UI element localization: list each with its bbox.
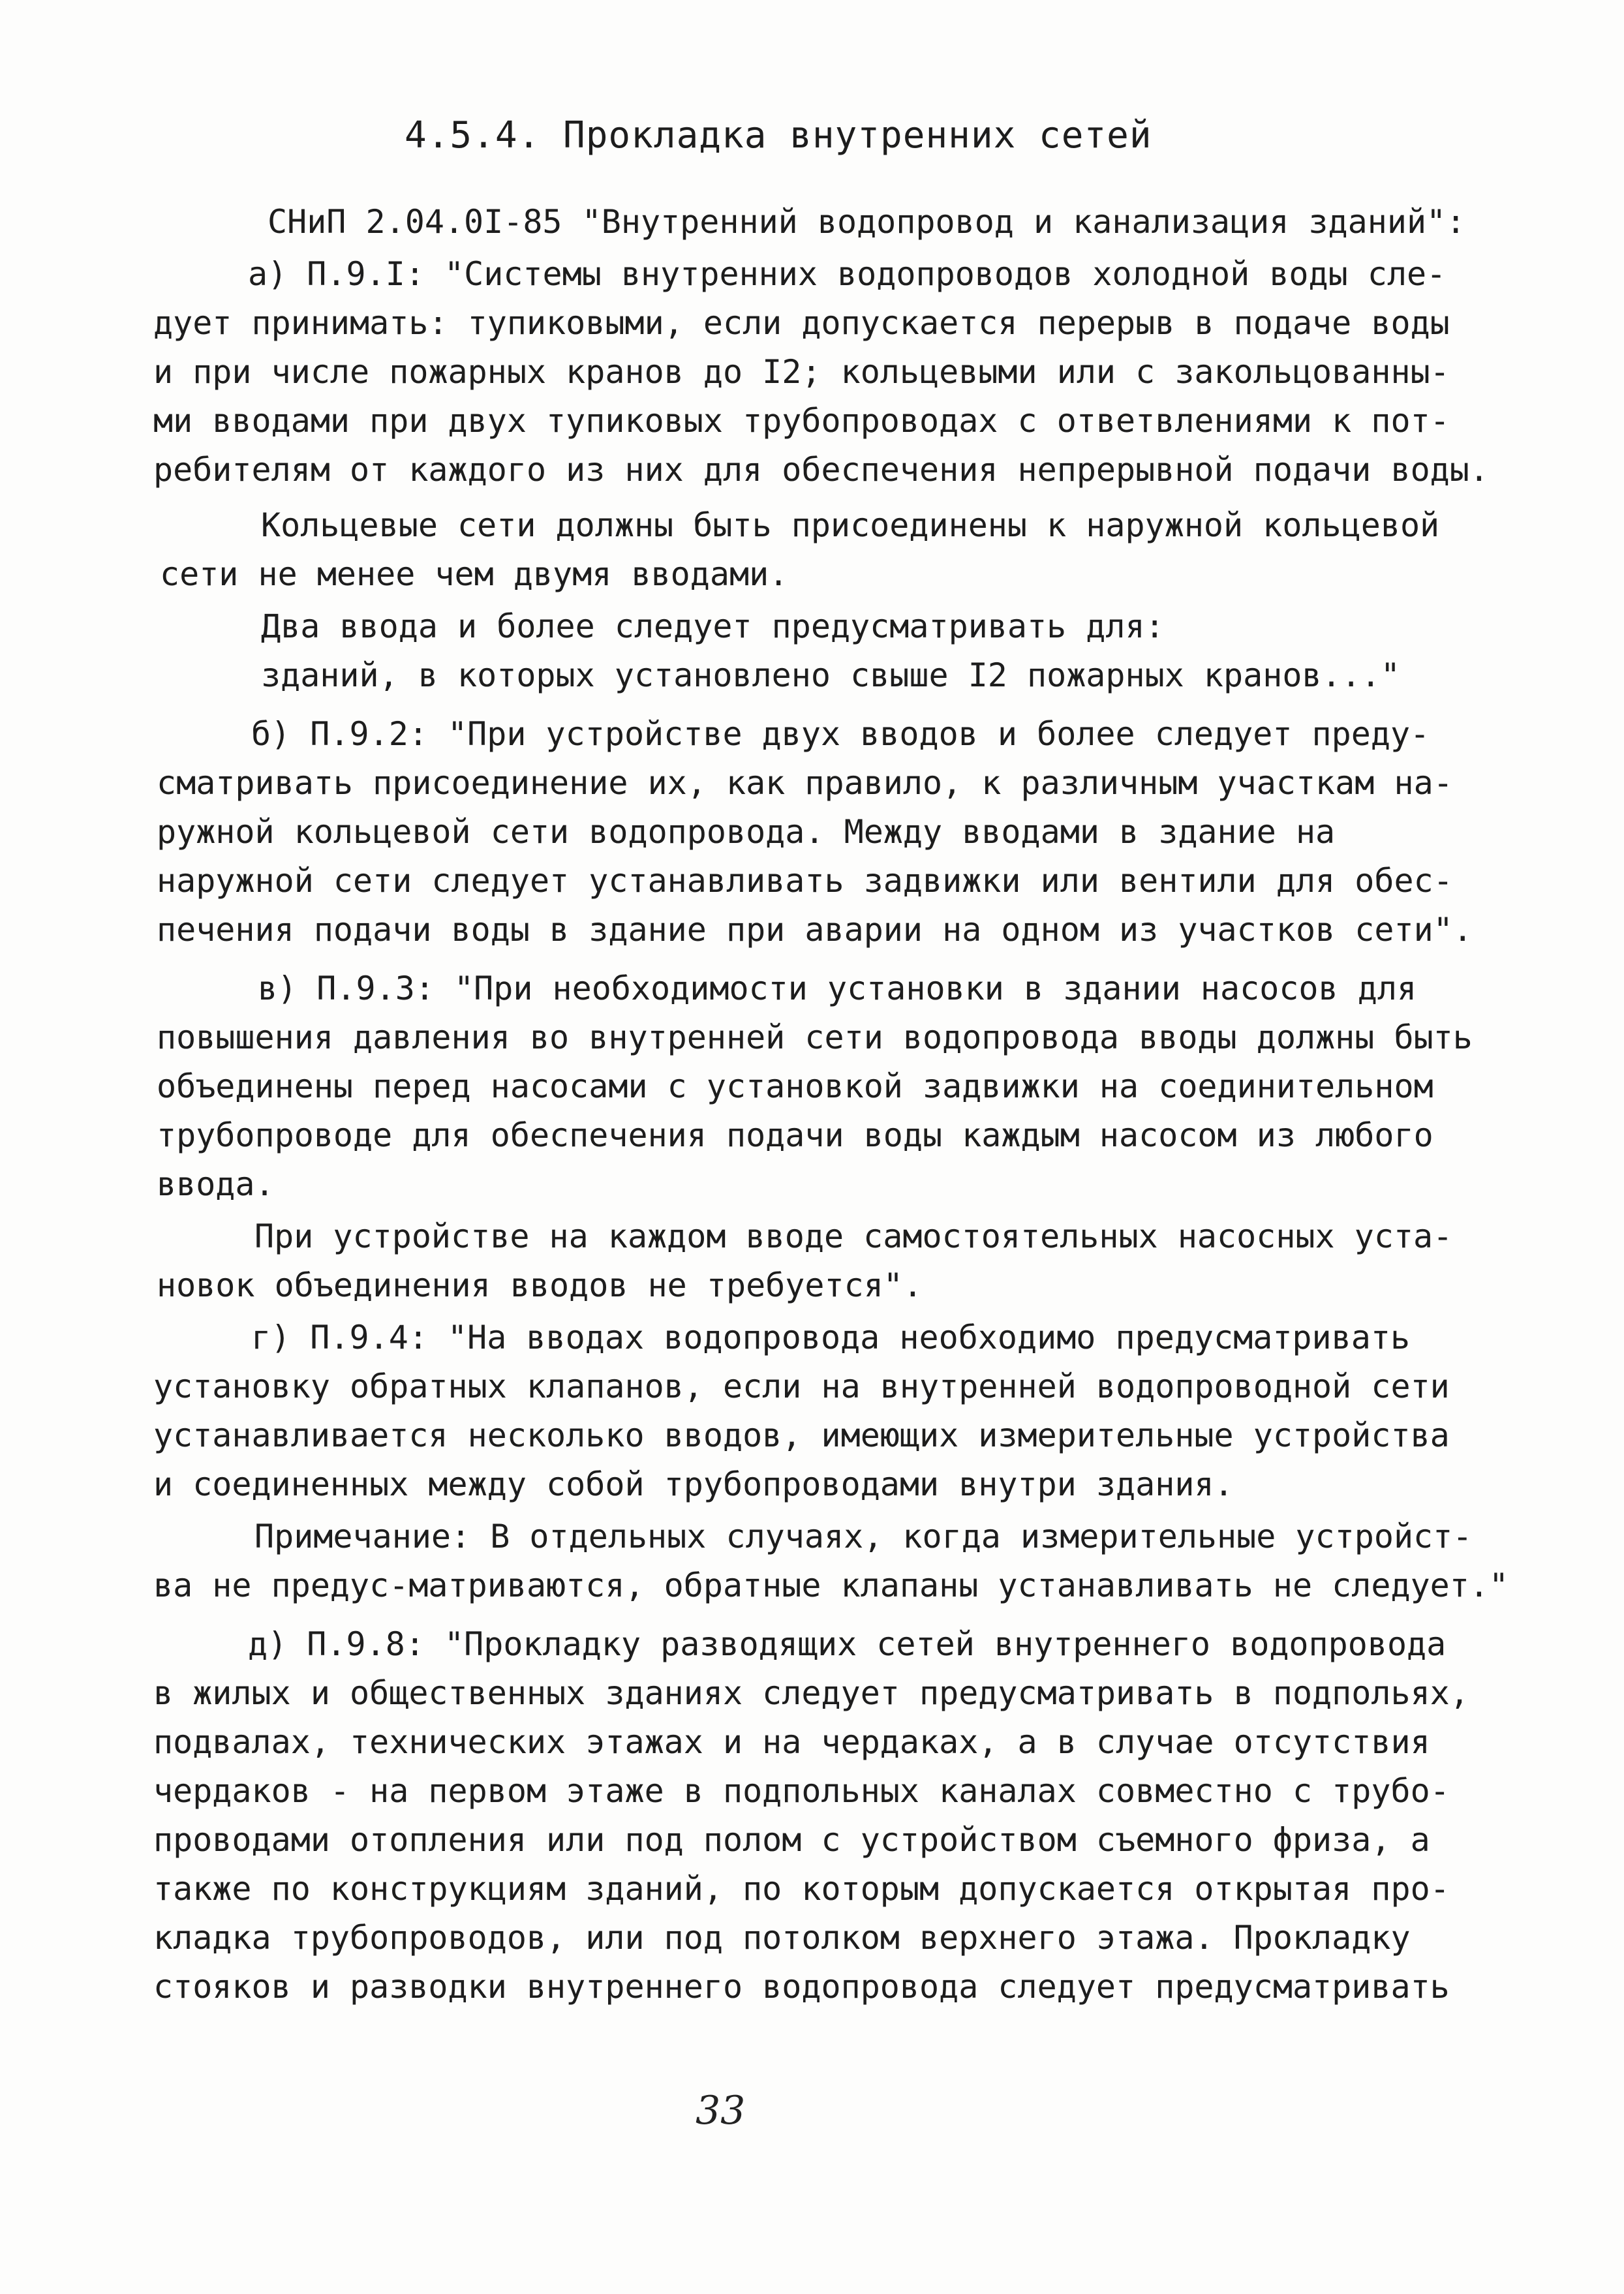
text-line: СНиП 2.04.0I-85 "Внутренний водопровод и канализация зданий": [268,203,1466,241]
text-line: трубопроводе для обеспечения подачи воды каждым насосом из любого [157,1116,1433,1154]
text-line: При устройстве на каждом вводе самостоятельных насосных уста- [254,1217,1453,1255]
text-line: а) П.9.I: "Системы внутренних водопроводов холодной воды сле- [248,255,1447,293]
text-line: печения подачи воды в здание при аварии на одном из участков сети". [157,911,1473,949]
page-number: 33 [696,2088,746,2133]
text-line: устанавливается несколько вводов, имеющих измерительные устройства [153,1416,1450,1454]
text-line: ми вводами при двух тупиковых трубопроводах с ответвлениями к пот- [153,402,1450,440]
text-line: ввода. [157,1165,275,1203]
text-line: также по конструкциям зданий, по которым допускается открытая про- [153,1870,1450,1908]
text-line: Два ввода и более следует предусматривать для: [261,607,1165,645]
text-line: б) П.9.2: "При устройстве двух вводов и более следует преду- [251,715,1430,753]
text-line: в жилых и общественных зданиях следует предусматривать в подпольях, [153,1674,1469,1712]
text-line: установку обратных клапанов, если на внутренней водопроводной сети [153,1368,1450,1405]
text-line: кладка трубопроводов, или под потолком верхнего этажа. Прокладку [153,1919,1411,1957]
text-line: и соединенных между собой трубопроводами внутри здания. [153,1465,1234,1503]
text-line: сети не менее чем двумя вводами. [160,555,789,593]
text-line: и при числе пожарных кранов до I2; кольцевыми или с закольцованны- [153,353,1450,391]
text-line: подвалах, технических этажах и на чердаках, а в случае отсутствия [153,1723,1430,1761]
text-line: Примечание: В отдельных случаях, когда измерительные устройст- [254,1518,1473,1555]
text-line: г) П.9.4: "На вводах водопровода необходимо предусматривать [251,1319,1411,1356]
text-line: в) П.9.3: "При необходимости установки в здании насосов для [258,970,1417,1007]
text-line: ружной кольцевой сети водопровода. Между вводами в здание на [157,813,1336,851]
text-line: сматривать присоединение их, как правило, к различным участкам на- [157,764,1453,802]
text-line: Кольцевые сети должны быть присоединены к наружной кольцевой [261,506,1440,544]
text-line: новок объединения вводов не требуется". [157,1266,923,1304]
text-line: повышения давления во внутренней сети водопровода вводы должны быть [157,1018,1473,1056]
text-line: объединены перед насосами с установкой задвижки на соединительном [157,1067,1433,1105]
text-line: д) П.9.8: "Прокладку разводящих сетей внутреннего водопровода [248,1625,1447,1663]
text-line: наружной сети следует устанавливать задвижки или вентили для обес- [157,862,1453,900]
text-line: проводами отопления или под полом с устройством съемного фриза, а [153,1821,1430,1859]
text-line: зданий, в которых установлено свыше I2 пожарных кранов..." [261,656,1400,694]
text-line: чердаков - на первом этаже в подпольных каналах совместно с трубо- [153,1772,1450,1810]
text-line: ва не предус-матриваются, обратные клапаны устанавливать не следует." [153,1567,1509,1604]
text-line: стояков и разводки внутреннего водопровода следует предусматривать [153,1968,1450,2006]
section-heading: 4.5.4. Прокладка внутренних сетей [405,114,1152,157]
text-line: дует принимать: тупиковыми, если допускается перерыв в подаче воды [153,304,1450,342]
text-line: ребителям от каждого из них для обеспечения непрерывной подачи воды. [153,451,1489,489]
